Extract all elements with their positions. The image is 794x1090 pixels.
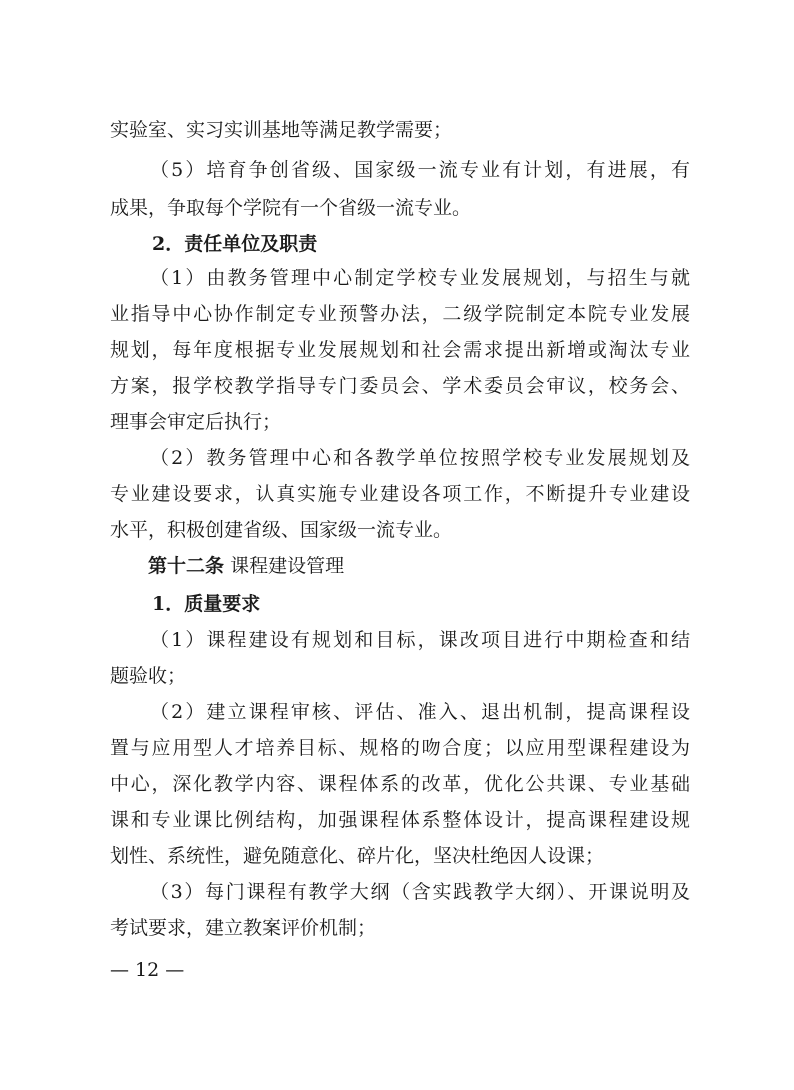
body-text-line: （2）建立课程审核、评估、准入、退出机制，提高课程设 [150, 701, 690, 723]
body-text-line: 业指导中心协作制定专业预警办法，二级学院制定本院专业发展 [110, 303, 690, 325]
article-heading [148, 552, 728, 580]
body-text-line: 规划，每年度根据专业发展规划和社会需求提出新增或淘汰专业 [110, 339, 690, 361]
body-text-line: 题验收； [110, 665, 187, 687]
body-text-line: 考试要求，建立教案评价机制； [110, 917, 377, 939]
body-text-line: （5）培育争创省级、国家级一流专业有计划，有进展，有 [150, 159, 690, 181]
body-text-line: 理事会审定后执行； [110, 411, 282, 433]
section-heading: 1．质量要求 [152, 593, 261, 615]
body-text-line: 成果，争取每个学院有一个省级一流专业。 [110, 197, 472, 219]
article-number: 第十二条 [148, 555, 225, 577]
body-text-line: 课和专业课比例结构，加强课程体系整体设计，提高课程建设规 [110, 809, 690, 831]
page-number: — 12 — [110, 959, 185, 981]
body-text-line: 置与应用型人才培养目标、规格的吻合度；以应用型课程建设为 [110, 737, 690, 759]
body-text-line: （3）每门课程有教学大纲（含实践教学大纲）、开课说明及 [150, 881, 690, 903]
article-title: 课程建设管理 [230, 555, 345, 577]
body-text-line: （2）教务管理中心和各教学单位按照学校专业发展规划及 [150, 447, 690, 469]
body-text-line: 划性、系统性，避免随意化、碎片化，坚决杜绝因人设课； [110, 845, 605, 867]
section-heading: 2．责任单位及职责 [152, 233, 318, 255]
body-text-line: 实验室、实习实训基地等满足教学需要； [110, 119, 453, 141]
body-text-line: 专业建设要求，认真实施专业建设各项工作，不断提升专业建设 [110, 483, 690, 505]
body-text-line: 中心，深化教学内容、课程体系的改革，优化公共课、专业基础 [110, 773, 690, 795]
body-text-line: 水平，积极创建省级、国家级一流专业。 [110, 519, 453, 541]
body-text-line: （1）由教务管理中心制定学校专业发展规划，与招生与就 [150, 267, 690, 289]
body-text-line: 方案，报学校教学指导专门委员会、学术委员会审议，校务会、 [110, 375, 690, 397]
body-text-line: （1）课程建设有规划和目标，课改项目进行中期检查和结 [150, 629, 690, 651]
